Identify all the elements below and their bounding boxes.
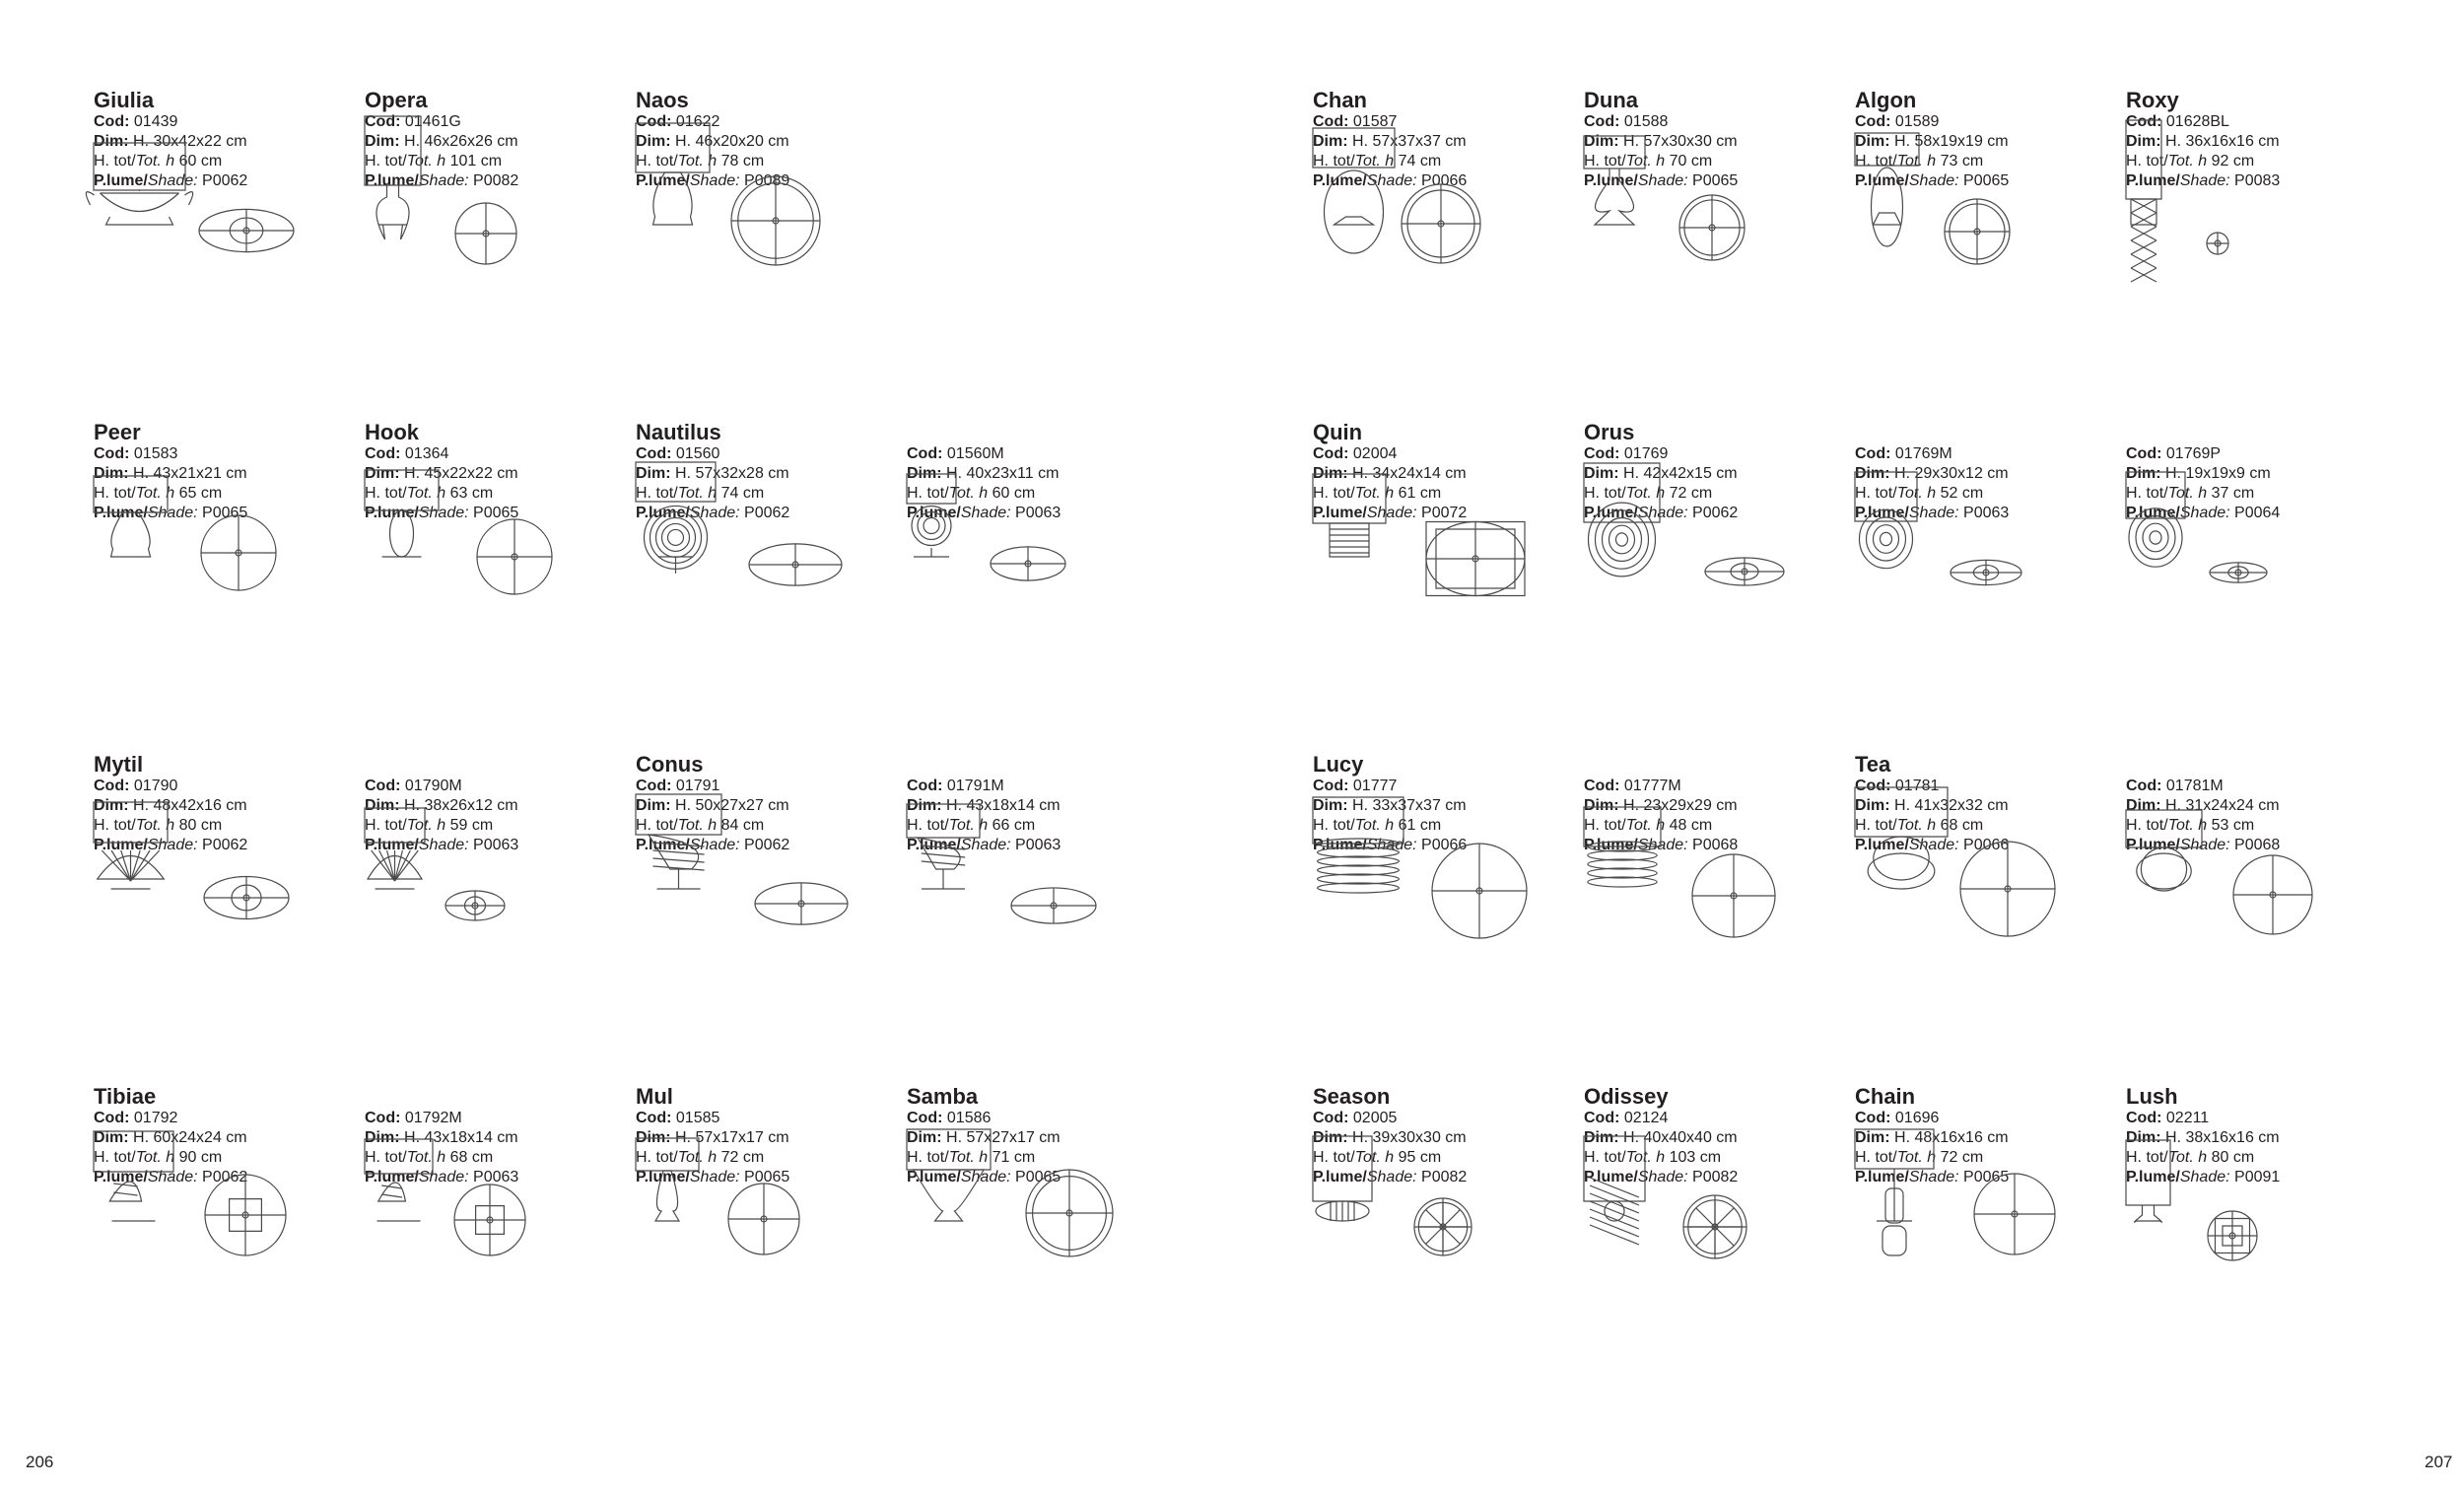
product-shade: P.lume/Shade: P0068 [2126,837,2281,853]
lamp-shade [1313,1136,1372,1201]
product-shade: P.lume/Shade: P0065 [94,505,248,521]
lamp-shade [94,1131,173,1172]
lamp-shade [907,804,980,838]
product-dimensions: Dim: H. 39x30x30 cm [1313,1129,1467,1146]
product-shade: P.lume/Shade: P0066 [1855,837,2010,853]
plan-view [2207,233,2228,254]
lamp-shade [636,462,716,502]
lamp-shade [907,474,956,504]
product-name: Hook [365,420,419,444]
plan-view [199,209,294,251]
product-code: Cod: 01792M [365,1110,462,1126]
product-total-height: H. tot/Tot. h 66 cm [907,817,1036,834]
product-shade: P.lume/Shade: P0062 [94,172,248,189]
product-code: Cod: 01791 [636,778,720,794]
product-shade: P.lume/Shade: P0063 [907,837,1061,853]
lamp-shade [2126,810,2202,847]
plan-view [1414,1198,1472,1255]
product-total-height: H. tot/Tot. h 72 cm [1584,485,1713,502]
lamp-shade [94,476,168,512]
product-code: Cod: 01560M [907,445,1004,462]
product-dimensions: Dim: H. 57x37x37 cm [1313,133,1467,150]
lamp-nautilus-icon [636,421,892,638]
product-dimensions: Dim: H. 48x42x16 cm [94,797,247,814]
plan-view [1951,560,2021,584]
product-name: Opera [365,88,428,112]
product-code: Cod: 01696 [1855,1110,1940,1126]
product-shade: P.lume/Shade: P0065 [1584,172,1739,189]
product-dimensions: Dim: H. 30x42x22 cm [94,133,247,150]
product-total-height: H. tot/Tot. h 37 cm [2126,485,2255,502]
lamp-shade [1313,474,1386,523]
plan-view [1026,1170,1113,1256]
lamp-lush-icon [2126,1085,2382,1302]
product-shade: P.lume/Shade: P0065 [365,505,519,521]
product-shade: P.lume/Shade: P0065 [1855,1169,2010,1185]
plan-view [201,515,276,590]
lamp-duna-icon [1584,89,1840,305]
lamp-tea-icon [1855,753,2111,970]
product-dimensions: Dim: H. 57x17x17 cm [636,1129,789,1146]
plan-view [1011,888,1096,923]
product-shade: P.lume/Shade: P0064 [2126,505,2281,521]
product-code: Cod: 01586 [907,1110,992,1126]
product-dimensions: Dim: H. 41x32x32 cm [1855,797,2009,814]
product-code: Cod: 01461G [365,113,461,130]
plan-view [205,1175,286,1255]
product-total-height: H. tot/Tot. h 73 cm [1855,153,1984,169]
lamp-shade [365,1139,433,1174]
lamp-lucy-small-icon [1584,753,1840,970]
product-code: Cod: 01622 [636,113,720,130]
lamp-shade [365,470,439,510]
product-name: Naos [636,88,689,112]
product-total-height: H. tot/Tot. h 80 cm [94,817,223,834]
product-name: Roxy [2126,88,2179,112]
product-name: Orus [1584,420,1635,444]
lamp-tibiae-icon [94,1085,350,1302]
product-code: Cod: 01792 [94,1110,178,1126]
product-total-height: H. tot/Tot. h 78 cm [636,153,765,169]
product-total-height: H. tot/Tot. h 90 cm [94,1149,223,1166]
plan-view [2233,855,2312,934]
product-shade: P.lume/Shade: P0091 [2126,1169,2281,1185]
product-total-height: H. tot/Tot. h 61 cm [1313,485,1442,502]
product-dimensions: Dim: H. 57x27x17 cm [907,1129,1061,1146]
product-code: Cod: 01585 [636,1110,720,1126]
product-name: Algon [1855,88,1917,112]
product-name: Odissey [1584,1084,1669,1109]
product-total-height: H. tot/Tot. h 95 cm [1313,1149,1442,1166]
lamp-tibiae-small-icon [365,1085,621,1302]
product-dimensions: Dim: H. 57x32x28 cm [636,465,789,482]
lamp-giulia-icon [94,89,350,305]
product-dimensions: Dim: H. 60x24x24 cm [94,1129,247,1146]
product-shade: P.lume/Shade: P0062 [636,837,790,853]
lamp-shade [1584,807,1661,846]
lamp-shade [636,794,721,835]
product-name: Season [1313,1084,1391,1109]
product-code: Cod: 02005 [1313,1110,1398,1126]
product-name: Quin [1313,420,1363,444]
product-code: Cod: 01560 [636,445,720,462]
product-dimensions: Dim: H. 38x26x12 cm [365,797,518,814]
product-total-height: H. tot/Tot. h 60 cm [907,485,1036,502]
lamp-shade [1584,1136,1645,1201]
plan-view [2210,563,2267,582]
product-shade: P.lume/Shade: P0062 [94,1169,248,1185]
plan-view [1945,199,2010,264]
product-code: Cod: 01628BL [2126,113,2229,130]
product-total-height: H. tot/Tot. h 65 cm [94,485,223,502]
product-total-height: H. tot/Tot. h 60 cm [94,153,223,169]
product-total-height: H. tot/Tot. h 59 cm [365,817,494,834]
product-code: Cod: 01769 [1584,445,1669,462]
product-shade: P.lume/Shade: P0062 [94,837,248,853]
product-total-height: H. tot/Tot. h 71 cm [907,1149,1036,1166]
product-dimensions: Dim: H. 50x27x27 cm [636,797,789,814]
product-name: Lucy [1313,752,1364,777]
page-number-left: 206 [26,1453,54,1471]
lamp-shade [1584,136,1645,169]
product-code: Cod: 01769P [2126,445,2222,462]
lamp-opera-icon [365,89,621,305]
product-total-height: H. tot/Tot. h 72 cm [636,1149,765,1166]
lamp-lucy-icon [1313,753,1569,970]
product-code: Cod: 01790M [365,778,462,794]
product-name: Duna [1584,88,1638,112]
product-total-height: H. tot/Tot. h 52 cm [1855,485,1984,502]
lamp-mul-icon [636,1085,892,1302]
product-total-height: H. tot/Tot. h 101 cm [365,153,503,169]
product-dimensions: Dim: H. 46x26x26 cm [365,133,518,150]
product-shade: P.lume/Shade: P0083 [2126,172,2281,189]
product-total-height: H. tot/Tot. h 63 cm [365,485,494,502]
product-dimensions: Dim: H. 29x30x12 cm [1855,465,2009,482]
lamp-chan-icon [1313,89,1569,305]
plan-view [477,519,552,594]
product-total-height: H. tot/Tot. h 68 cm [365,1149,494,1166]
lamp-conus-small-icon [907,753,1163,970]
lamp-tea-small-icon [2126,753,2382,970]
lamp-shade [2126,472,2185,518]
product-code: Cod: 01769M [1855,445,1952,462]
product-name: Chan [1313,88,1367,112]
plan-view [454,1184,525,1255]
product-name: Nautilus [636,420,721,444]
product-total-height: H. tot/Tot. h 84 cm [636,817,765,834]
lamp-mytil-small-icon [365,753,621,970]
product-shade: P.lume/Shade: P0065 [907,1169,1061,1185]
lamp-shade [94,143,185,190]
plan-view [204,877,289,919]
lamp-hook-icon [365,421,621,638]
lamp-chain-icon [1855,1085,2111,1302]
plan-view [1426,522,1525,596]
plan-view [749,544,842,585]
plan-view [1402,184,1480,263]
product-shade: P.lume/Shade: P0062 [1584,505,1739,521]
product-code: Cod: 01777 [1313,778,1398,794]
lamp-shade [1313,128,1395,168]
product-dimensions: Dim: H. 19x19x9 cm [2126,465,2271,482]
product-dimensions: Dim: H. 46x20x20 cm [636,133,789,150]
product-shade: P.lume/Shade: P0065 [1855,172,2010,189]
product-shade: P.lume/Shade: P0065 [636,1169,790,1185]
product-shade: P.lume/Shade: P0082 [1313,1169,1468,1185]
product-code: Cod: 01589 [1855,113,1940,130]
product-code: Cod: 01790 [94,778,178,794]
product-total-height: H. tot/Tot. h 80 cm [2126,1149,2255,1166]
plan-view [728,1184,799,1254]
lamp-samba-icon [907,1085,1163,1302]
product-name: Mytil [94,752,144,777]
plan-view [445,891,505,920]
plan-view [455,203,516,264]
lamp-shade [1584,463,1660,522]
product-shade: P.lume/Shade: P0063 [907,505,1061,521]
product-code: Cod: 02004 [1313,445,1398,462]
product-shade: P.lume/Shade: P0066 [1313,837,1468,853]
lamp-roxy-icon [2126,89,2382,305]
product-name: Tibiae [94,1084,157,1109]
lamp-quin-icon [1313,421,1569,638]
lamp-nautilus-small-icon [907,421,1163,638]
lamp-shade [636,123,710,172]
plan-view [731,176,820,265]
product-shade: P.lume/Shade: P0082 [1584,1169,1739,1185]
product-name: Samba [907,1084,979,1109]
product-name: Conus [636,752,704,777]
product-dimensions: Dim: H. 34x24x14 cm [1313,465,1467,482]
product-name: Chain [1855,1084,1916,1109]
plan-view [755,883,848,924]
product-shade: P.lume/Shade: P0063 [365,837,519,853]
product-dimensions: Dim: H. 23x29x29 cm [1584,797,1738,814]
product-dimensions: Dim: H. 38x16x16 cm [2126,1129,2280,1146]
lamp-orus-small-icon [2126,421,2382,638]
lamp-shade [2126,120,2161,199]
product-name: Lush [2126,1084,2178,1109]
product-dimensions: Dim: H. 33x37x37 cm [1313,797,1467,814]
product-code: Cod: 01791M [907,778,1004,794]
product-shade: P.lume/Shade: P0066 [1313,172,1468,189]
lamp-shade [1313,797,1403,844]
product-shade: P.lume/Shade: P0063 [365,1169,519,1185]
plan-view [991,547,1065,580]
product-dimensions: Dim: H. 40x40x40 cm [1584,1129,1738,1146]
product-dimensions: Dim: H. 48x16x16 cm [1855,1129,2009,1146]
lamp-shade [2126,1140,2170,1205]
product-total-height: H. tot/Tot. h 72 cm [1855,1149,1984,1166]
plan-view [1683,1195,1746,1258]
product-dimensions: Dim: H. 36x16x16 cm [2126,133,2280,150]
product-dimensions: Dim: H. 43x21x21 cm [94,465,247,482]
plan-view [1679,195,1745,260]
product-shade: P.lume/Shade: P0082 [365,172,519,189]
product-code: Cod: 02124 [1584,1110,1669,1126]
product-total-height: H. tot/Tot. h 53 cm [2126,817,2255,834]
product-dimensions: Dim: H. 57x30x30 cm [1584,133,1738,150]
lamp-odissey-icon [1584,1085,1840,1302]
product-code: Cod: 01439 [94,113,178,130]
product-code: Cod: 02211 [2126,1110,2210,1126]
product-code: Cod: 01364 [365,445,449,462]
product-dimensions: Dim: H. 43x18x14 cm [907,797,1061,814]
plan-view [1960,842,2055,936]
lamp-shade [907,1129,991,1170]
product-dimensions: Dim: H. 31x24x24 cm [2126,797,2280,814]
lamp-orus-icon [1584,421,1840,638]
lamp-shade [1855,472,1917,521]
lamp-orus-medium-icon [1855,421,2111,638]
product-total-height: H. tot/Tot. h 48 cm [1584,817,1713,834]
lamp-shade [365,808,425,843]
lamp-shade [365,116,421,185]
product-shade: P.lume/Shade: P0089 [636,172,790,189]
page-number-right: 207 [2425,1453,2453,1471]
product-shade: P.lume/Shade: P0062 [636,505,790,521]
product-code: Cod: 01777M [1584,778,1681,794]
product-total-height: H. tot/Tot. h 61 cm [1313,817,1442,834]
lamp-shade [1855,787,1948,837]
product-total-height: H. tot/Tot. h 92 cm [2126,153,2255,169]
product-total-height: H. tot/Tot. h 74 cm [636,485,765,502]
product-code: Cod: 01583 [94,445,178,462]
product-code: Cod: 01587 [1313,113,1398,130]
product-code: Cod: 01781M [2126,778,2224,794]
product-dimensions: Dim: H. 58x19x19 cm [1855,133,2009,150]
plan-view [1692,854,1775,937]
lamp-conus-icon [636,753,892,970]
plan-view [1974,1174,2055,1254]
product-name: Peer [94,420,141,444]
lamp-naos-icon [636,89,892,305]
product-shade: P.lume/Shade: P0063 [1855,505,2010,521]
product-code: Cod: 01781 [1855,778,1940,794]
product-total-height: H. tot/Tot. h 68 cm [1855,817,1984,834]
lamp-shade [94,802,168,843]
product-code: Cod: 01588 [1584,113,1669,130]
lamp-peer-icon [94,421,350,638]
product-dimensions: Dim: H. 43x18x14 cm [365,1129,518,1146]
product-name: Tea [1855,752,1891,777]
lamp-mytil-icon [94,753,350,970]
lamp-shade [636,1138,699,1171]
product-total-height: H. tot/Tot. h 70 cm [1584,153,1713,169]
product-name: Giulia [94,88,155,112]
product-name: Mul [636,1084,673,1109]
lamp-shade [1855,1129,1934,1169]
product-total-height: H. tot/Tot. h 103 cm [1584,1149,1722,1166]
product-shade: P.lume/Shade: P0072 [1313,505,1468,521]
lamp-shade [1855,133,1919,166]
lamp-algon-icon [1855,89,2111,305]
plan-view [2208,1211,2257,1260]
plan-view [1705,558,1784,585]
product-dimensions: Dim: H. 42x42x15 cm [1584,465,1738,482]
product-dimensions: Dim: H. 40x23x11 cm [907,465,1060,482]
product-shade: P.lume/Shade: P0068 [1584,837,1739,853]
product-total-height: H. tot/Tot. h 74 cm [1313,153,1442,169]
product-dimensions: Dim: H. 45x22x22 cm [365,465,518,482]
plan-view [1432,844,1527,938]
lamp-season-icon [1313,1085,1569,1302]
